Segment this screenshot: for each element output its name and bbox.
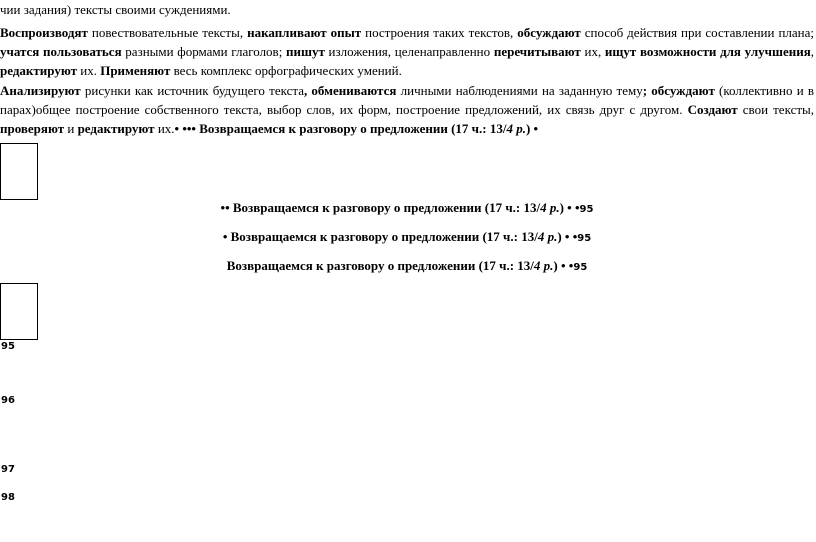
empty-frame-box [0,143,38,200]
text-run: (коллективно и в парах)общее построение собственного текста, выбор слов, их форм, построение предложений, их связь друг с другом. [0,83,815,117]
emphasized-term: учатся пользоваться [0,44,122,59]
heading-italic: 4 р. [533,258,554,273]
heading-suffix: ) • • [557,229,578,244]
heading-italic: 4 р. [537,229,558,244]
emphasized-term: редактируют [0,63,77,78]
emphasized-term: ищут возможности для улучшения [604,44,811,59]
paragraph-activities-1 [0,23,814,80]
heading-text: Возвращаемся к разговору о предложении (17 ч.: 13/ [226,258,534,273]
emphasized-term: ) • [525,121,539,136]
text-run: весь комплекс орфографических умений. [170,63,402,78]
text-run: их, [580,44,605,59]
emphasized-term: обсуждают [517,25,581,40]
emphasized-term: проверяют [0,121,65,136]
emphasized-term: Создают [687,102,738,117]
section-heading [0,198,814,219]
top-text-fragment: чии задания) тексты своими суждениями. [0,2,231,17]
section-heading [0,256,814,277]
heading-page-number: 95 [577,233,592,244]
text-run: изложения, целенаправленно [324,44,494,59]
text-run: , [810,44,814,59]
emphasized-term: Применяют [100,63,171,78]
paragraph-activities-2 [0,81,814,138]
text-run: построения таких текстов, [361,25,518,40]
page-number: 95 [1,341,15,352]
emphasized-term: , обмениваются [303,83,397,98]
text-run: их. [154,121,175,136]
empty-frame-box [0,283,38,340]
text-run: свои тексты, [737,102,815,117]
text-run: рисунки как источник будущего текста [80,83,304,98]
text-run: способ действия при составлении плана; [580,25,814,40]
emphasized-term: Анализируют [0,83,81,98]
heading-bullets: • [222,229,231,244]
emphasized-term: 4 р. [506,121,526,136]
emphasized-term: пишут [286,44,325,59]
page-number: 98 [1,492,15,503]
heading-page-number: 95 [579,204,594,215]
emphasized-term: накапливают опыт [247,25,362,40]
emphasized-term: редактируют [77,121,155,136]
emphasized-term: • ••• Возвращаемся к разговору о предложении (17 ч.: 13/ [174,121,507,136]
heading-page-number: 95 [573,262,588,273]
heading-text: Возвращаемся к разговору о предложении (17 ч.: 13/ [230,229,538,244]
text-run: разными формами глаголов; [121,44,287,59]
emphasized-term: перечитывают [493,44,581,59]
page-number: 97 [1,464,15,475]
heading-bullets: •• [220,200,233,215]
heading-italic: 4 р. [540,200,560,215]
emphasized-term: ; обсуждают [642,83,715,98]
text-run: их. [76,63,101,78]
text-run: повествовательные тексты, [87,25,248,40]
heading-suffix: ) • • [553,258,574,273]
emphasized-term: Воспроизводят [0,25,88,40]
section-heading [0,227,814,248]
heading-suffix: ) • • [559,200,580,215]
text-run: и [64,121,78,136]
text-run: личными наблюдениями на заданную тему [396,83,643,98]
page-number: 96 [1,395,15,406]
heading-text: Возвращаемся к разговору о предложении (17 ч.: 13/ [232,200,541,215]
